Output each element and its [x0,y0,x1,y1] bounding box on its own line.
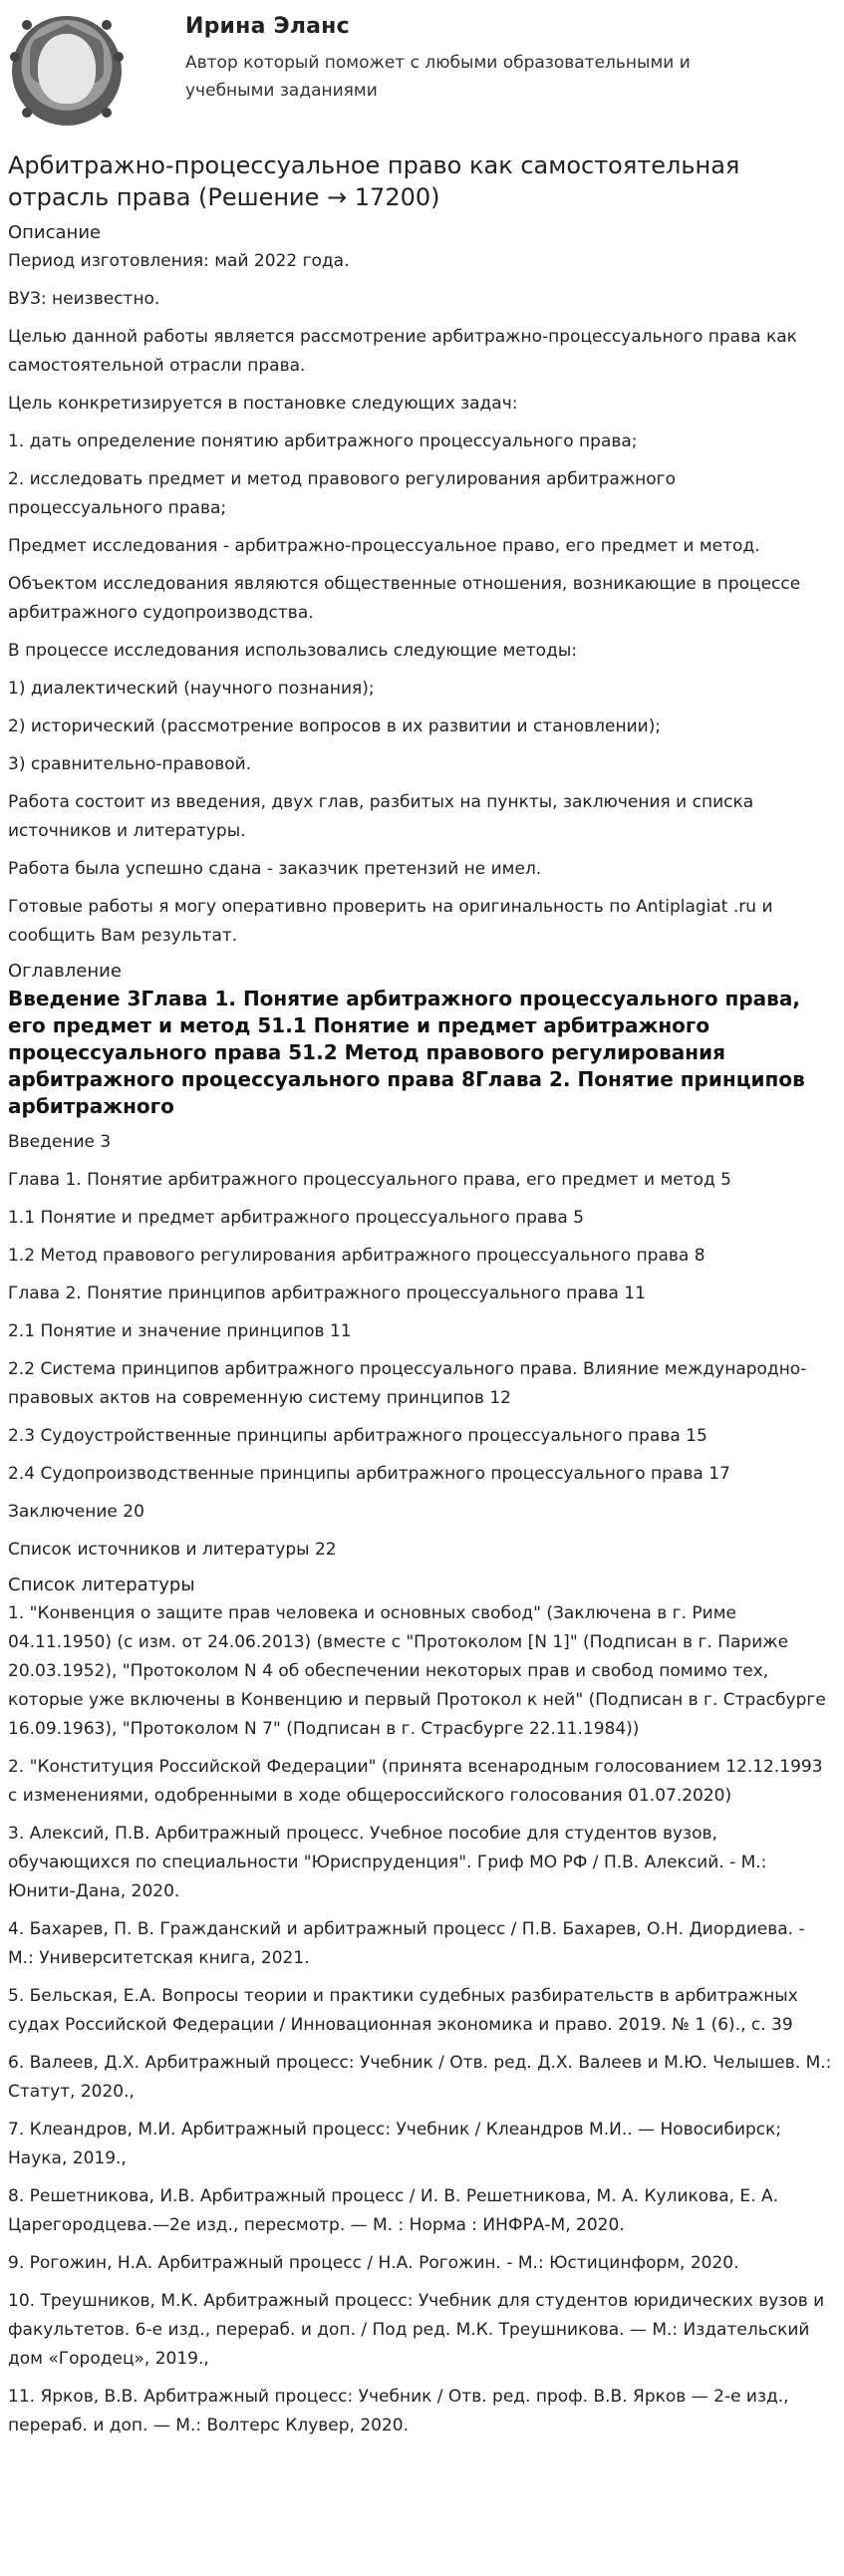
author-card[interactable] [0,0,844,120]
toc-item: 1.2 Метод правового регулирования арбитражного процессуального права 8 [8,1246,705,1266]
literature-item: 1. "Конвенция о защите прав человека и основных свобод" (Заключена в г. Риме 04.11.1950) (с изм. от 24.06.2013) (вместе с "Протоколом [N 1]" (Подписан в г. Париже 20.03.1952), "Протоколом N 4 об обеспечении некоторых прав и свобод помимо тех, которые уже включены в Конвенцию и первый Протокол к ней" (Подписан в г. Страсбурге 16.09.1963), "Протоколом N 7" (Подписан в г. Страсбурге 22.11.1984)) [8,1603,826,1739]
description-paragraph: 2) исторический (рассмотрение вопросов в их развитии и становлении); [8,716,662,736]
description-list [0,247,844,951]
literature-item: 7. Клеандров, М.И. Арбитражный процесс: Учебник / Клеандров М.И.. — Новосибирск; Наука, 2019., [8,2120,782,2168]
toc-item: Список источников и литературы 22 [8,1540,337,1560]
literature-item: 9. Рогожин, Н.А. Арбитражный процесс / Н.А. Рогожин. - М.: Юстицинформ, 2020. [8,2253,739,2273]
description-paragraph: Цель конкретизируется в постановке следующих задач: [8,394,518,414]
avatar-face [38,34,96,104]
toc-item: Введение 3 [8,1132,112,1152]
description-paragraph: В процессе исследования использовались следующие методы: [8,641,577,661]
description-paragraph: 1) диалектический (научного познания); [8,679,375,699]
toc-item: 1.1 Понятие и предмет арбитражного процессуального права 5 [8,1208,584,1228]
toc-item: Глава 2. Понятие принципов арбитражного процессуального права 11 [8,1284,646,1303]
description-label: Описание [8,222,102,243]
toc-item: Заключение 20 [8,1502,144,1522]
toc-item: 2.3 Судоустройственные принципы арбитражного процессуального права 15 [8,1426,707,1446]
description-paragraph: Период изготовления: май 2022 года. [8,251,350,271]
toc-list [0,1128,844,1565]
avatar[interactable] [8,12,126,130]
literature-item: 8. Решетникова, И.В. Арбитражный процесс / И. В. Решетникова, М. А. Куликова, Е. А. Царегородцева.—2е изд., пересмотр. — М. : Норма : ИНФРА-М, 2020. [8,2186,779,2235]
literature-item: 6. Валеев, Д.Х. Арбитражный процесс: Учебник / Отв. ред. Д.Х. Валеев и М.Ю. Челышев. М.: Статут, 2020., [8,2053,832,2102]
author-name[interactable]: Ирина Эланс [185,14,350,39]
page-title: Арбитражно-процессуальное право как самостоятельная отрасль права (Решение → 17200) [8,151,740,211]
description-paragraph: Предмет исследования - арбитражно-процессуальное право, его предмет и метод. [8,536,760,556]
description-paragraph: ВУЗ: неизвестно. [8,289,160,309]
description-paragraph: Работа была успешно сдана - заказчик претензий не имел. [8,859,542,879]
toc-item: 2.1 Понятие и значение принципов 11 [8,1321,352,1341]
literature-list [0,1599,844,2440]
toc-item: 2.2 Система принципов арбитражного процессуального права. Влияние международно-правовых актов на современную систему принципов 12 [8,1359,807,1408]
toc-label: Оглавление [8,961,122,982]
author-info [185,12,783,105]
description-paragraph: Работа состоит из введения, двух глав, разбитых на пункты, заключения и списка источников и литературы. [8,792,754,841]
toc-summary: Введение 3Глава 1. Понятие арбитражного процессуального права, его предмет и метод 51.1 Понятие и предмет арбитражного процессуального права 51.2 Метод правового регулирования арбитражного процессуального права 8Глава 2. Понятие принципов арбитражного [8,987,805,1118]
literature-item: 3. Алексий, П.В. Арбитражный процесс. Учебное пособие для студентов вузов, обучающихся по специальности "Юриспруденция". Гриф МО РФ / П.В. Алексий. - М.: Юнити-Дана, 2020. [8,1824,767,1901]
literature-item: 11. Ярков, В.В. Арбитражный процесс: Учебник / Отв. ред. проф. В.В. Ярков — 2-е изд., перераб. и доп. — М.: Волтерс Клувер, 2020. [8,2387,789,2435]
description-paragraph: Объектом исследования являются общественные отношения, возникающие в процессе арбитражного судопроизводства. [8,574,801,623]
literature-item: 10. Треушников, М.К. Арбитражный процесс: Учебник для студентов юридических вузов и факультетов. 6-е изд., перераб. и доп. / Под ред. М.К. Треушникова. — М.: Издательский дом «Городец», 2019., [8,2291,825,2369]
literature-label: Список литературы [8,1574,195,1595]
description-paragraph: Целью данной работы является рассмотрение арбитражно-процессуального права как самостоятельной отрасли права. [8,327,797,376]
literature-item: 5. Бельская, Е.А. Вопросы теории и практики судебных разбирательств в арбитражных судах Российской Федерации / Инновационная экономика и право. 2019. № 1 (6)., с. 39 [8,1986,798,2035]
author-description: Автор который поможет с любыми образовательными и учебными заданиями [185,53,691,101]
description-paragraph: 2. исследовать предмет и метод правового регулирования арбитражного процессуального права; [8,469,677,518]
literature-item: 4. Бахарев, П. В. Гражданский и арбитражный процесс / П.В. Бахарев, О.Н. Диордиева. - М.: Университетская книга, 2021. [8,1919,805,1968]
description-paragraph: Готовые работы я могу оперативно проверить на оригинальность по Antiplagiat .ru и сообщить Вам результат. [8,897,773,946]
toc-item: 2.4 Судопроизводственные принципы арбитражного процессуального права 17 [8,1464,730,1484]
literature-item: 2. "Конституция Российской Федерации" (принята всенародным голосованием 12.12.1993 с изменениями, одобренными в ходе общероссийского голосования 01.07.2020) [8,1757,823,1806]
description-paragraph: 1. дать определение понятию арбитражного процессуального права; [8,431,638,451]
description-paragraph: 3) сравнительно-правовой. [8,754,252,774]
toc-item: Глава 1. Понятие арбитражного процессуального права, его предмет и метод 5 [8,1170,732,1190]
